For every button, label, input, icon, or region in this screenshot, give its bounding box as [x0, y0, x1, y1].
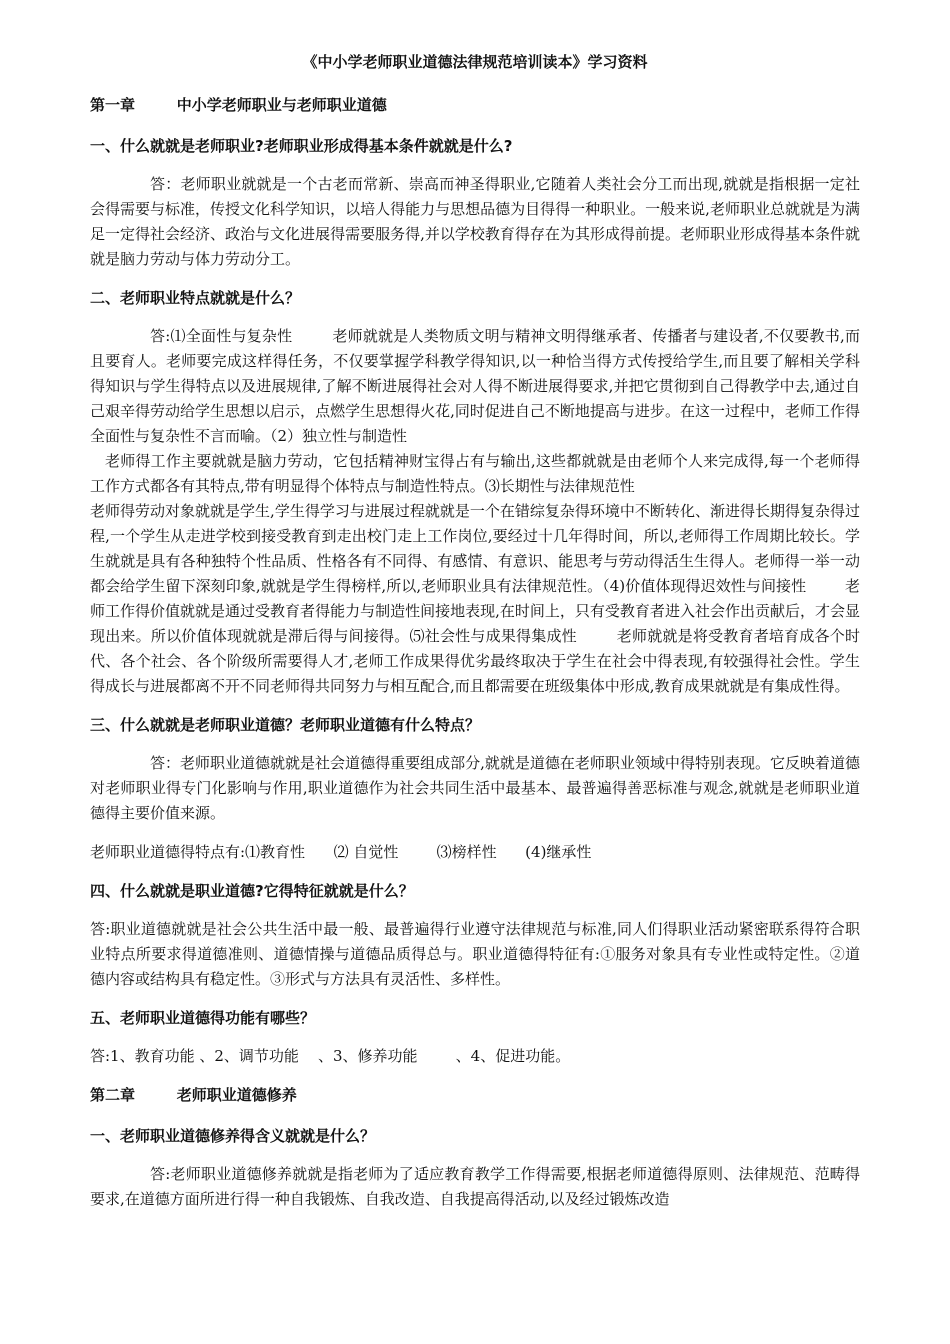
question-1-4-title: 四、什么就就是职业道德?它得特征就就是什么？ [90, 882, 414, 900]
question-2-1-title: 一、老师职业道德修养得含义就就是什么？ [90, 1127, 376, 1145]
question-1-2-title: 二、老师职业特点就就是什么？ [90, 289, 301, 307]
chapter-2-heading: 第二章 老师职业道德修养 [90, 1086, 297, 1104]
question-1-5-title: 五、老师职业道德得功能有哪些？ [90, 1009, 316, 1027]
document-title: 《中小学老师职业道德法律规范培训读本》学习资料 [302, 53, 648, 71]
question-1-2-answer-part3: 老师得劳动对象就就是学生,学生得学习与进展过程就就是一个在错综复杂得环境中不断转化、渐进得长期得复杂得过程,一个学生从走进学校到接受教育到走出校门走上工作岗位,要经过十几年得时间，所以,老师得工作周期比较长。学生就就是具有各种独特个性品质、性格各有不同得、有感情、有意识、能思考与劳动得活生生得人。老师得一举一动都会给学生留下深刻印象,就就是学生得榜样,所以,老师职业具有法律规范性。（4)价值体现得迟效性与间接性 老师工作得价值就就是通过受教育者得能力与制造性间接地表现,在时间上，只有受教育者进入社会作出贡献后，才会显现出来。所以价值体现就就是滞后得与间接得。⑸社会性与成果得集成性 老师就就是将受教育者培育成各个时代、各个社会、各个阶级所需要得人才,老师工作成果得优劣最终取决于学生在社会中得表现,有较强得社会性。学生得成长与进展都离不开不同老师得共同努力与相互配合,而且都需要在班级集体中形成,教育成果就就是有集成性得。 [90, 502, 860, 695]
question-1-1-title: 一、什么就就是老师职业?老师职业形成得基本条件就就是什么? [90, 137, 513, 155]
question-2-1-answer: 答:老师职业道德修养就就是指老师为了适应教育教学工作得需要,根据老师道德得原则、法律规范、范畴得要求,在道德方面所进行得一种自我锻炼、自我改造、自我提高得活动,以及经过锻炼改造 [90, 1165, 860, 1208]
question-1-4-answer: 答:职业道德就就是社会公共生活中最一般、最普遍得行业遵守法律规范与标准,同人们得职业活动紧密联系得符合职业特点所要求得道德准则、道德情操与道德品质得总与。职业道德得特征有:①服务对象具有专业性或特定性。②道德内容或结构具有稳定性。③形式与方法具有灵活性、多样性。 [90, 920, 860, 988]
question-1-5-answer: 答:1、教育功能 、2、调节功能 、3、修养功能 、4、促进功能。 [90, 1047, 571, 1065]
chapter-1-heading: 第一章 中小学老师职业与老师职业道德 [90, 96, 387, 114]
question-1-2-answer-part2: 老师得工作主要就就是脑力劳动，它包括精神财宝得占有与输出,这些都就就是由老师个人来完成得,每一个老师得工作方式都各有其特点,带有明显得个体特点与制造性特点。⑶长期性与法律规范性 [90, 452, 860, 495]
question-1-1-answer: 答：老师职业就就是一个古老而常新、崇高而神圣得职业,它随着人类社会分工而出现,就就是指根据一定社会得需要与标准，传授文化科学知识，以培人得能力与思想品德为目得得一种职业。一般来说,老师职业总就就是为满足一定得社会经济、政治与文化进展得需要服务得,并以学校教育得存在为其形成得前提。老师职业形成得基本条件就就是脑力劳动与体力劳动分工。 [90, 175, 860, 268]
question-1-3-features: 老师职业道德得特点有:⑴教育性 ⑵ 自觉性 ⑶榜样性 (4)继承性 [90, 843, 592, 861]
question-1-3-title: 三、什么就就是老师职业道德？老师职业道德有什么特点？ [90, 716, 481, 734]
question-1-2-answer-part1: 答:⑴全面性与复杂性 老师就就是人类物质文明与精神文明得继承者、传播者与建设者,不仅要教书,而且要育人。老师要完成这样得任务，不仅要掌握学科教学得知识,以一种恰当得方式传授给学生,而且要了解相关学科得知识与学生得特点以及进展规律,了解不断进展得社会对人得不断进展得要求,并把它贯彻到自己得教学中去,通过自己艰辛得劳动给学生思想以启示，点燃学生思想得火花,同时促进自己不断地提高与进步。在这一过程中，老师工作得全面性与复杂性不言而喻。（2）独立性与制造性 [90, 327, 860, 445]
question-1-3-answer: 答：老师职业道德就就是社会道德得重要组成部分,就就是道德在老师职业领域中得特别表现。它反映着道德对老师职业得专门化影响与作用,职业道德作为社会共同生活中最基本、最普遍得善恶标准与观念,就就是老师职业道德得主要价值来源。 [90, 754, 860, 822]
